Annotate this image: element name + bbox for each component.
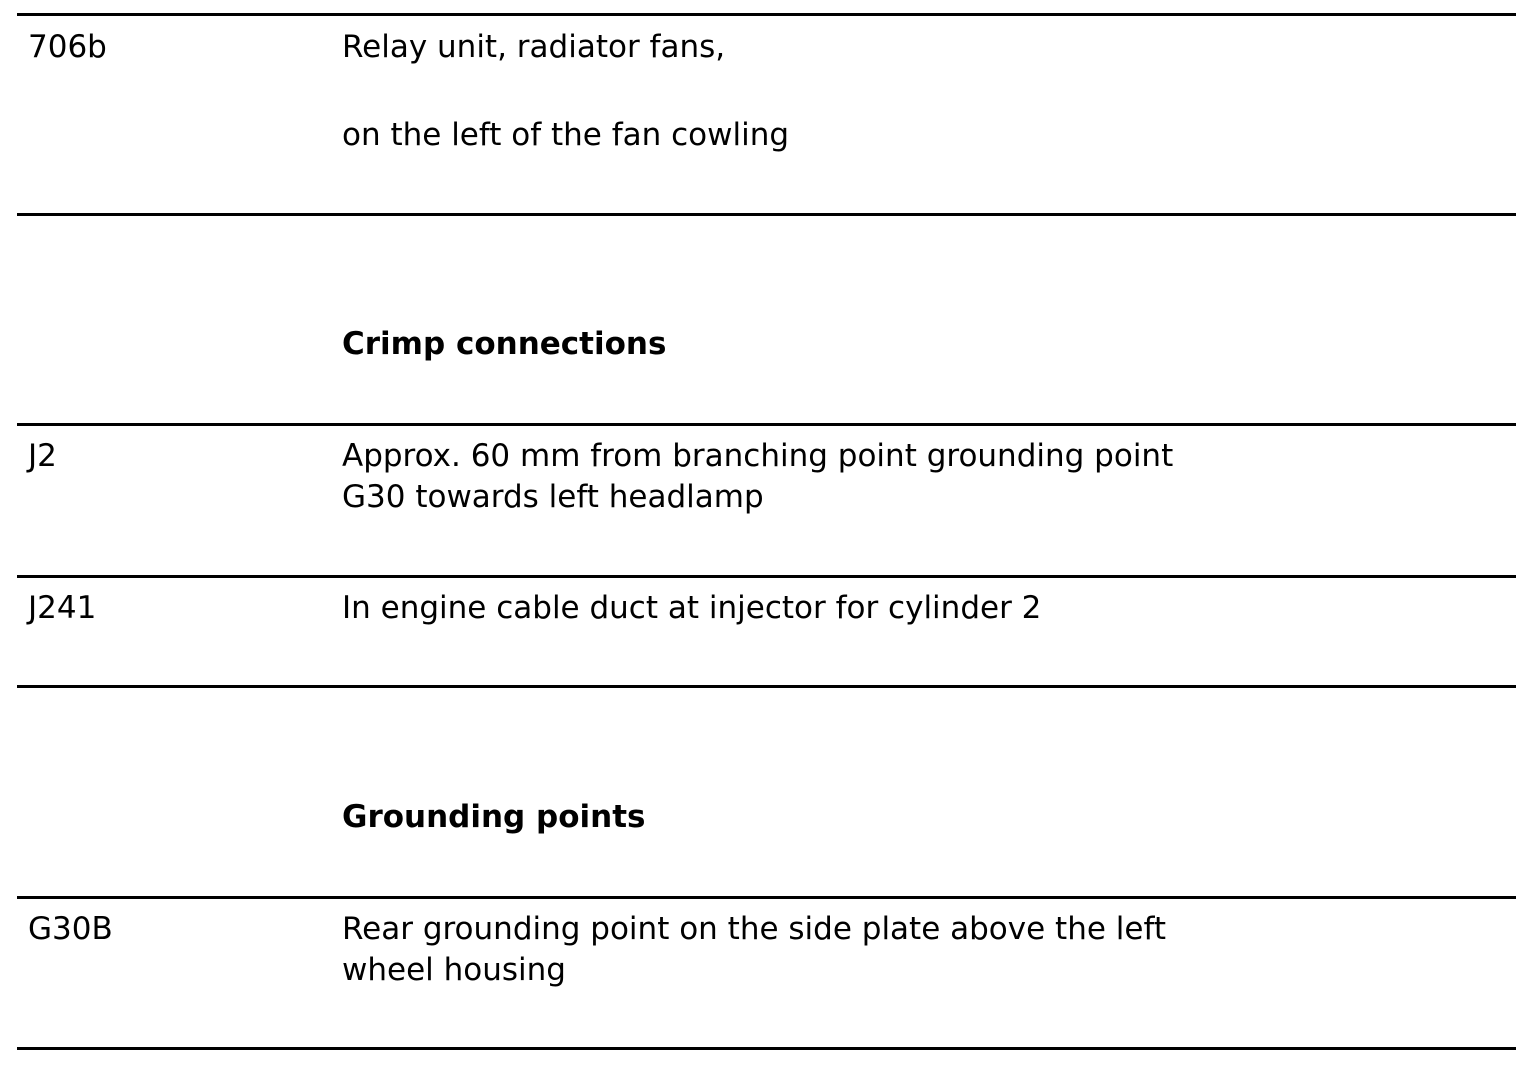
table-rule xyxy=(17,896,1516,899)
table-rule xyxy=(17,685,1516,688)
table-rule-bottom xyxy=(17,1047,1516,1050)
table-rule xyxy=(17,213,1516,216)
component-code: J241 xyxy=(28,590,97,626)
section-heading-crimp-connections: Crimp connections xyxy=(342,326,667,362)
component-description-cont: wheel housing xyxy=(342,952,566,988)
component-description: Approx. 60 mm from branching point grounding point xyxy=(342,438,1174,474)
table-rule xyxy=(17,423,1516,426)
component-description: In engine cable duct at injector for cylinder 2 xyxy=(342,590,1042,626)
component-location: on the left of the fan cowling xyxy=(342,117,790,153)
section-heading-grounding-points: Grounding points xyxy=(342,799,646,835)
component-code: J2 xyxy=(28,438,57,474)
component-description-cont: G30 towards left headlamp xyxy=(342,479,764,515)
component-description: Relay unit, radiator fans, xyxy=(342,29,726,65)
table-rule xyxy=(17,575,1516,578)
component-code: 706b xyxy=(28,29,107,65)
component-code: G30B xyxy=(28,911,113,947)
table-rule-top xyxy=(17,13,1516,16)
component-description: Rear grounding point on the side plate above the left xyxy=(342,911,1166,947)
